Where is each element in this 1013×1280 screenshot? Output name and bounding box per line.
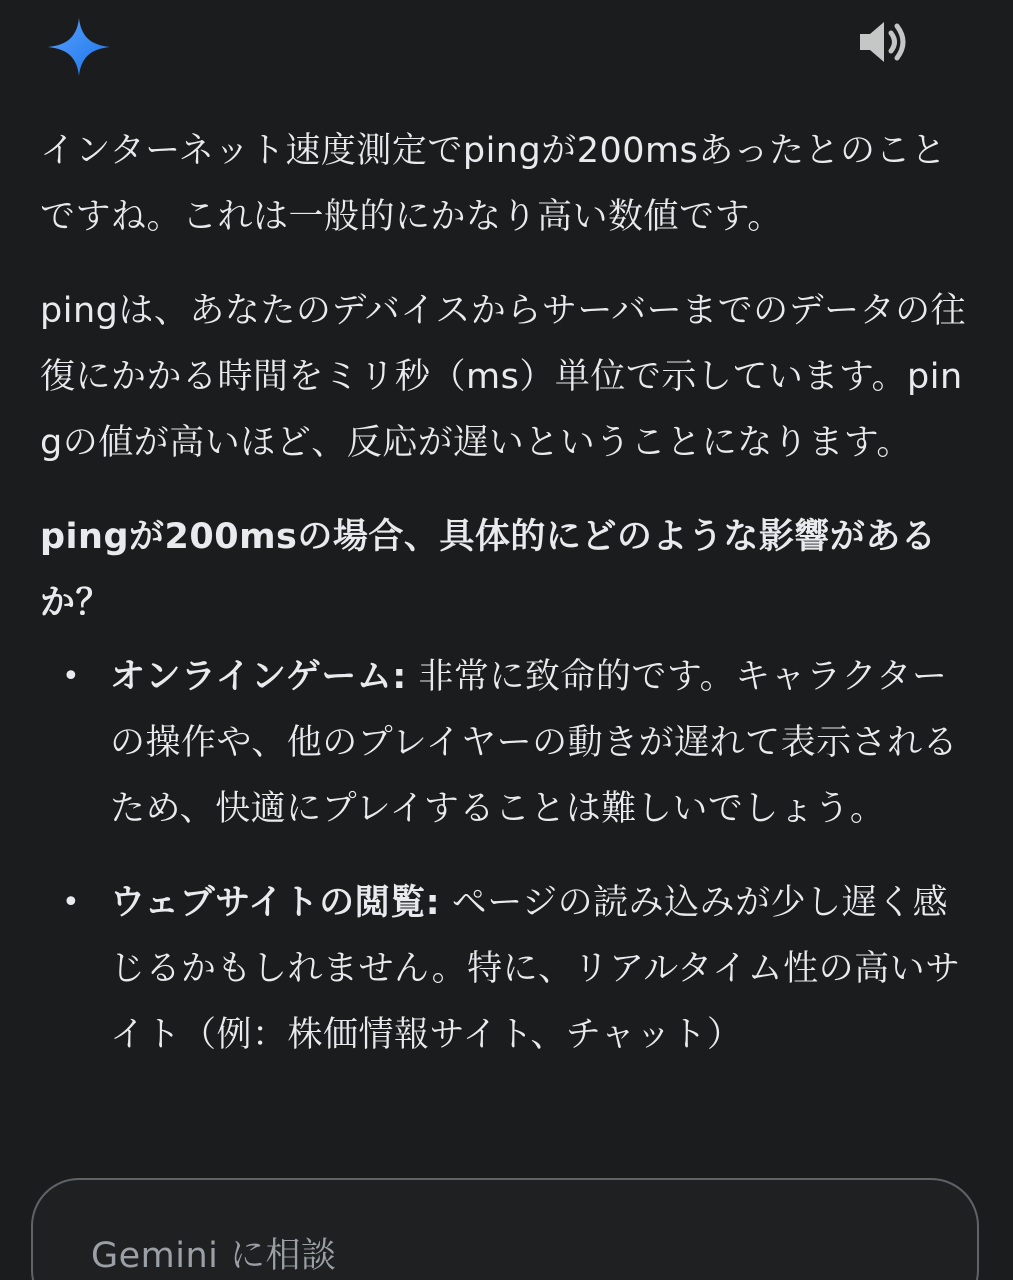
bullet-title: ウェブサイトの閲覧: — [110, 883, 441, 923]
list-item — [40, 644, 975, 842]
bullet-title: オンラインゲーム: — [110, 657, 407, 697]
header — [0, 0, 1013, 96]
response-paragraph: pingは、あなたのデバイスからサーバーまでのデータの往復にかかる時間をミリ秒（ms）単位で示しています。pingの値が高いほど、反応が遅いということになります。 — [40, 291, 967, 463]
gemini-sparkle-icon — [48, 18, 110, 76]
bullet-text: 非常に致命的です。キャラクターの操作や、他のプレイヤーの動きが遅れて表示されるため、快適にプレイすることは難しいでしょう。 — [110, 657, 959, 829]
response-content — [40, 118, 975, 1170]
response-heading: pingが200msの場合、具体的にどのような影響があるか？ — [40, 517, 937, 623]
list-item — [40, 870, 975, 1068]
prompt-placeholder: Gemini に相談 — [91, 1236, 337, 1276]
response-paragraph: インターネット速度測定でpingが200msあったとのことですね。これは一般的にかなり高い数値です。 — [40, 131, 947, 237]
bullet-dot-icon: • — [62, 659, 81, 694]
bullet-dot-icon: • — [62, 885, 81, 920]
speaker-icon[interactable] — [856, 18, 910, 66]
bullet-list — [40, 644, 975, 1068]
prompt-input[interactable] — [31, 1178, 979, 1280]
bullet-text: ページの読み込みが少し遅く感じるかもしれません。特に、リアルタイム性の高いサイト（例：株価情報サイト、チャット） — [110, 883, 961, 1055]
